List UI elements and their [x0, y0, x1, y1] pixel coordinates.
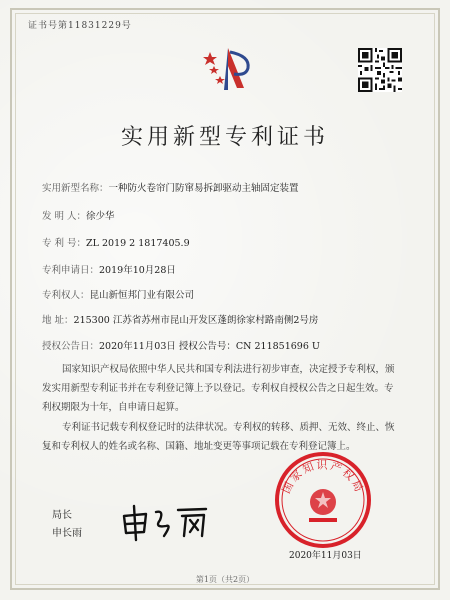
- director-name-label: 申长雨: [52, 528, 82, 539]
- field-patentee: [42, 287, 420, 301]
- field-patent-number: [42, 235, 420, 249]
- director-signature-icon: [120, 502, 210, 542]
- field-label: 专利申请日：: [42, 265, 100, 276]
- certificate-number: 证书号第11831229号: [28, 21, 132, 31]
- official-seal-icon: [273, 450, 373, 550]
- page-footer: 第1页（共2页）: [195, 575, 255, 584]
- field-value: 215300 江苏省苏州市昆山开发区蓬朗徐家村路南侧2号房: [73, 315, 319, 326]
- field-label: 实用新型名称：: [42, 183, 109, 194]
- certificate-title: 实用新型专利证书: [120, 125, 329, 150]
- field-value: 昆山新恒邦门业有限公司: [89, 290, 195, 301]
- qr-code-icon: [358, 48, 402, 92]
- director-title-label: 局长: [52, 510, 72, 521]
- field-utility-model-name: [42, 180, 420, 194]
- seal-text: 国家知识产权局: [279, 458, 367, 496]
- field-label: 地 址：: [42, 315, 74, 326]
- field-label: 专 利 号：: [42, 238, 87, 249]
- patent-office-emblem-icon: [200, 38, 260, 98]
- field-value: 一种防火卷帘门防窜易拆卸驱动主轴固定装置: [108, 183, 299, 194]
- issue-date: 2020年11月03日: [289, 551, 362, 561]
- field-label: 授权公告日：: [42, 341, 100, 352]
- legal-status-paragraph: 专利证书记载专利权登记时的法律状况。专利权的转移、质押、无效、终止、恢复和专利权人的姓名或名称、国籍、地址变更等事项记载在专利登记簿上。: [42, 422, 395, 452]
- field-inventor: [42, 208, 420, 222]
- field-label: 专利权人：: [42, 290, 90, 301]
- field-application-date: [42, 262, 420, 276]
- grant-statement-paragraph: 国家知识产权局依照中华人民共和国专利法进行初步审查，决定授予专利权，颁发实用新型专利证书并在专利登记簿上予以登记。专利权自授权公告之日起生效。专利权期限为十年，自申请日起算。: [42, 364, 395, 413]
- field-address: [42, 312, 420, 326]
- field-value: ZL 2019 2 1817405.9: [86, 238, 190, 249]
- field-value: 2019年10月28日: [99, 265, 176, 276]
- field-value: 2020年11月03日 授权公告号：CN 211851696 U: [99, 341, 320, 352]
- field-label: 发 明 人：: [42, 211, 87, 222]
- field-grant-announcement: [42, 338, 420, 352]
- field-value: 徐少华: [86, 211, 115, 222]
